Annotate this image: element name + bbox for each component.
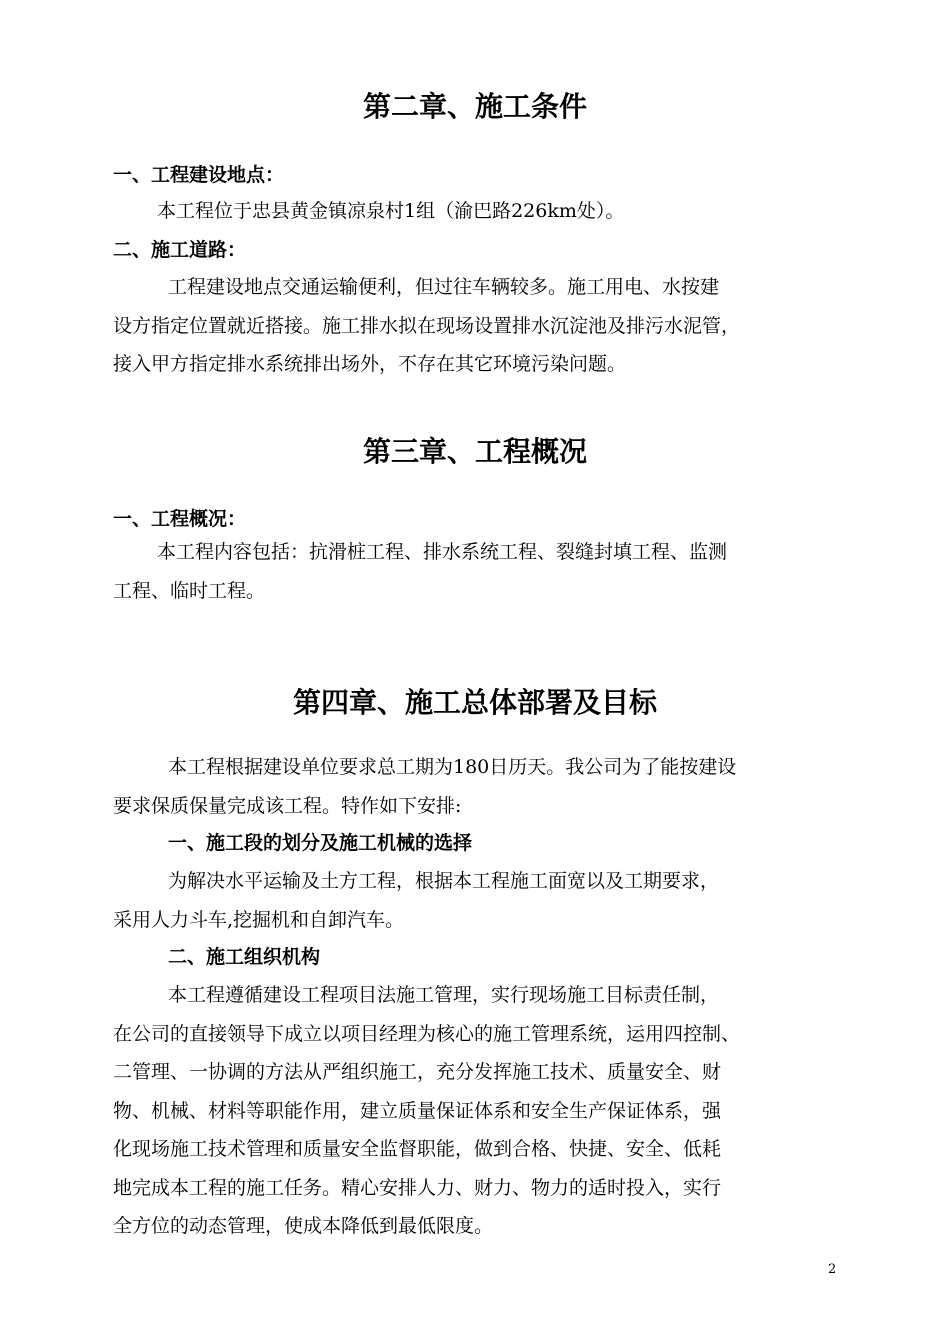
- paragraph-line: 要求保质保量完成该工程。特作如下安排:: [113, 794, 462, 817]
- paragraph-line: 本工程内容包括：抗滑桩工程、排水系统工程、裂缝封填工程、监测: [157, 541, 728, 563]
- chapter-4-title: 第四章、施工总体部署及目标: [292, 686, 657, 719]
- paragraph-line: 为解决水平运输及土方工程，根据本工程施工面宽以及工期要求，: [168, 870, 720, 892]
- paragraph-construction-site: [113, 192, 843, 231]
- paragraph-construction-sections-machinery: [113, 862, 843, 939]
- chapter-2-title: 第二章、施工条件: [362, 90, 587, 123]
- paragraph-line: 接入甲方指定排水系统排出场外，不存在其它环境污染问题。: [113, 353, 627, 375]
- page-number: 2: [828, 1262, 837, 1277]
- paragraph-line: 工程、临时工程。: [113, 579, 266, 602]
- paragraph-line: 本工程根据建设单位要求总工期为180日历天。我公司为了能按建设: [168, 756, 737, 778]
- paragraph-line: 工程建设地点交通运输便利，但过往车辆较多。施工用电、水按建: [168, 276, 720, 298]
- paragraph-construction-organization: [113, 976, 843, 1246]
- paragraph-line: 地完成本工程的施工任务。精心安排人力、财力、物力的适时投入，实行: [113, 1176, 722, 1199]
- paragraph-line: 全方位的动态管理，使成本降低到最低限度。: [113, 1215, 494, 1237]
- section-heading-construction-organization: 二、施工组织机构: [168, 946, 321, 968]
- paragraph-project-overview: [113, 533, 843, 610]
- paragraph-line: 采用人力斗车,挖掘机和自卸汽车。: [113, 908, 405, 931]
- paragraph-construction-road: [113, 268, 843, 384]
- paragraph-line: 物、机械、材料等职能作用，建立质量保证体系和安全生产保证体系，强: [113, 1099, 722, 1122]
- section-heading-construction-sections-machinery: 一、施工段的划分及施工机械的选择: [168, 832, 473, 854]
- paragraph-line: 化现场施工技术管理和质量安全监督职能，做到合格、快捷、安全、低耗: [113, 1138, 722, 1160]
- paragraph-line: 本工程遵循建设工程项目法施工管理，实行现场施工目标责任制，: [168, 984, 720, 1006]
- paragraph-line: 本工程位于忠县黄金镇凉泉村1组（渝巴路226km处）。: [157, 200, 625, 222]
- chapter-3-title: 第三章、工程概况: [362, 435, 587, 468]
- section-heading-construction-site: 一、工程建设地点：: [113, 164, 285, 186]
- paragraph-chapter-4-intro: [113, 748, 843, 825]
- section-heading-construction-road: 二、施工道路：: [113, 239, 247, 261]
- paragraph-line: 在公司的直接领导下成立以项目经理为核心的施工管理系统，运用四控制、: [113, 1022, 741, 1045]
- paragraph-line: 设方指定位置就近搭接。施工排水拟在现场设置排水沉淀池及排污水泥管，: [113, 314, 741, 337]
- section-heading-project-overview: 一、工程概况：: [113, 508, 247, 530]
- paragraph-line: 二管理、一协调的方法从严组织施工，充分发挥施工技术、质量安全、财: [113, 1061, 722, 1083]
